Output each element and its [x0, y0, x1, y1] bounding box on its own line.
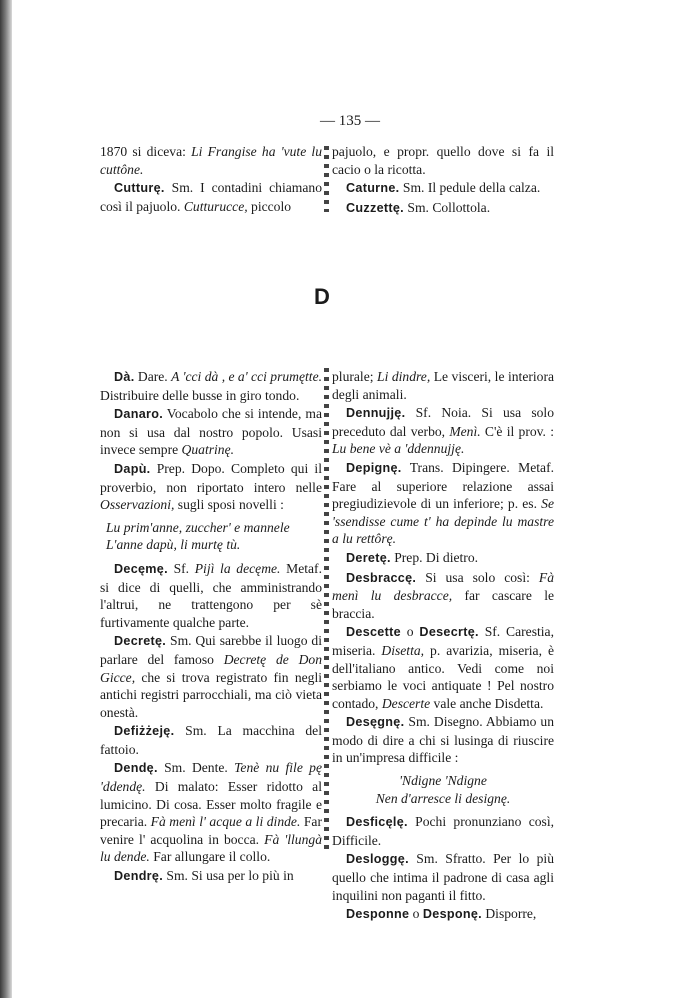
- entry-dapu: Dapù. Prep. Dopo. Completo qui il proverbio, non riportato intero nelle Osservazioni, sugli sposi novelli :: [100, 460, 322, 513]
- entry-cuzzette: Cuzzettę. Sm. Collottola.: [346, 199, 491, 215]
- headword: Dendę.: [114, 761, 158, 776]
- entry-caturne: Caturne. Sm. Il pedule della calza.: [346, 180, 541, 196]
- main-left-column: [100, 368, 322, 886]
- entry-desegne: Desęgnę. Sm. Disegno. Abbiamo un modo di dire a chi si lusinga di riuscire in un'impresa difficile :: [332, 714, 554, 766]
- section-letter: D: [314, 284, 330, 309]
- headword: Cutturę.: [114, 181, 165, 196]
- continuation-text: pajuolo, e propr. quello dove si fa il cacio o la ricotta.: [332, 144, 554, 177]
- entry-danaro: Danaro. Vocabolo che si intende, ma non si usa dal nostro popolo. Usasi invece sempre Quatrinę.: [100, 406, 322, 458]
- entry-decrete: Decretę. Sm. Qui sarebbe il luogo di parlare del famoso Decretę de Don Gicce, che si trova registrato fin negli antichi registri parrocchiali, ma ciò vieta onestà.: [100, 633, 322, 720]
- entry-dendre: Dendrę. Sm. Si usa per lo più in: [114, 868, 294, 884]
- column-divider-top: [324, 146, 329, 212]
- continuation-text: 1870 si diceva: Li Frangise ha 'vute lu cuttône.: [100, 144, 323, 177]
- headword: Cuzzettę.: [346, 200, 404, 215]
- entry-desponne: Desponne o Desponę. Disporre,: [346, 906, 537, 922]
- headword: Desponne: [346, 907, 410, 922]
- headword: Decęmę.: [114, 561, 168, 576]
- entry-cutture: Cutturę. Sm. I contadini chiamano così il pajuolo. Cutturucce, piccolo: [100, 180, 322, 214]
- headword-variant: Desecrtę.: [419, 625, 479, 640]
- entry-desette: Descette o Desecrtę. Sf. Carestia, miseria. Disetta, p. avarizia, miseria, è dell'italiano antico. Vedi come noi serbiamo le voci antiquate ! Pel nostro contado, Descerte vale anche Disdetta.: [332, 624, 554, 711]
- entry-derete: Deretę. Prep. Di dietro.: [346, 549, 479, 565]
- entry-continuation: plurale; Li dindre, Le visceri, le interiora degli animali.: [332, 369, 555, 402]
- headword: Dendrę.: [114, 869, 163, 884]
- entry-desbracce: Desbraccę. Si usa solo così: Fà menì lu desbracce, far cascare le braccia.: [332, 569, 554, 621]
- entry-depigne: Depignę. Trans. Dipingere. Metaf. Fare al superiore relazione assai pregiudizievole di un inferiore; p. es. Se 'ssendisse cume t' ha depinde lu mastre a lu rettôrę.: [332, 459, 554, 547]
- headword: Danaro.: [114, 407, 163, 422]
- proverb-verse: Lu prim'anne, zuccher' e mannele L'anne dapù, li murtę tù.: [106, 519, 290, 553]
- entry-defizzeje: Defiżżeję. Sm. La macchina del fattoio.: [100, 723, 322, 757]
- book-binding-edge: [0, 0, 12, 998]
- headword: Dennujję.: [346, 406, 406, 421]
- entry-desficele: Desficęlę. Pochi pronunziano così, Difficile.: [332, 814, 554, 848]
- page-number: — 135 —: [320, 113, 380, 129]
- headword: Deretę.: [346, 550, 391, 565]
- saying-verse: 'Ndigne 'Ndigne Nen d'arresce li designę.: [375, 773, 511, 806]
- headword: Desficęlę.: [346, 815, 408, 830]
- headword: Desęgnę.: [346, 715, 405, 730]
- headword: Decretę.: [114, 634, 167, 649]
- headword: Caturne.: [346, 181, 400, 196]
- entry-desloggę: Desloggę. Sm. Sfratto. Per lo più quello che intima il padrone di casa agli inquilini non paganti il fitto.: [332, 851, 554, 903]
- column-divider-main: [324, 368, 329, 854]
- top-right-column: [332, 143, 554, 217]
- headword: Dà.: [114, 370, 135, 384]
- entry-deceme: Decęmę. Sf. Pijì la decęme. Metaf. si dice di quelli, che amministrando l'altrui, ne trattengono per sè furtivamente qualche parte.: [100, 560, 322, 630]
- headword-variant: Desponę.: [422, 907, 482, 922]
- headword: Defiżżeję.: [114, 724, 175, 739]
- entry-dende: Dendę. Sm. Dente. Tenè nu file pę 'ddendę. Di malato: Esser ridotto al lumicino. Di cosa. Esser molto fragile e precaria. Fà menì l' acque a li dinde. Far venire l' acquolina in bocca. Fà 'llungà lu dende. Far allungare il collo.: [100, 760, 322, 865]
- top-left-column: [100, 143, 322, 215]
- entry-da: Dà. Dare. A 'cci dà , e a' cci prumętte. Distribuire delle busse in giro tondo.: [100, 369, 323, 403]
- headword: Desbraccę.: [346, 570, 417, 585]
- headword: Dapù.: [114, 461, 151, 476]
- main-right-column: [332, 368, 554, 924]
- headword: Descette: [346, 625, 401, 640]
- headword: Depignę.: [346, 460, 402, 475]
- headword: Desloggę.: [346, 852, 409, 867]
- entry-dennujje: Dennujję. Sf. Noia. Si usa solo preceduto dal verbo, Menì. C'è il prov. : Lu bene vè a 'ddennujję.: [332, 405, 554, 457]
